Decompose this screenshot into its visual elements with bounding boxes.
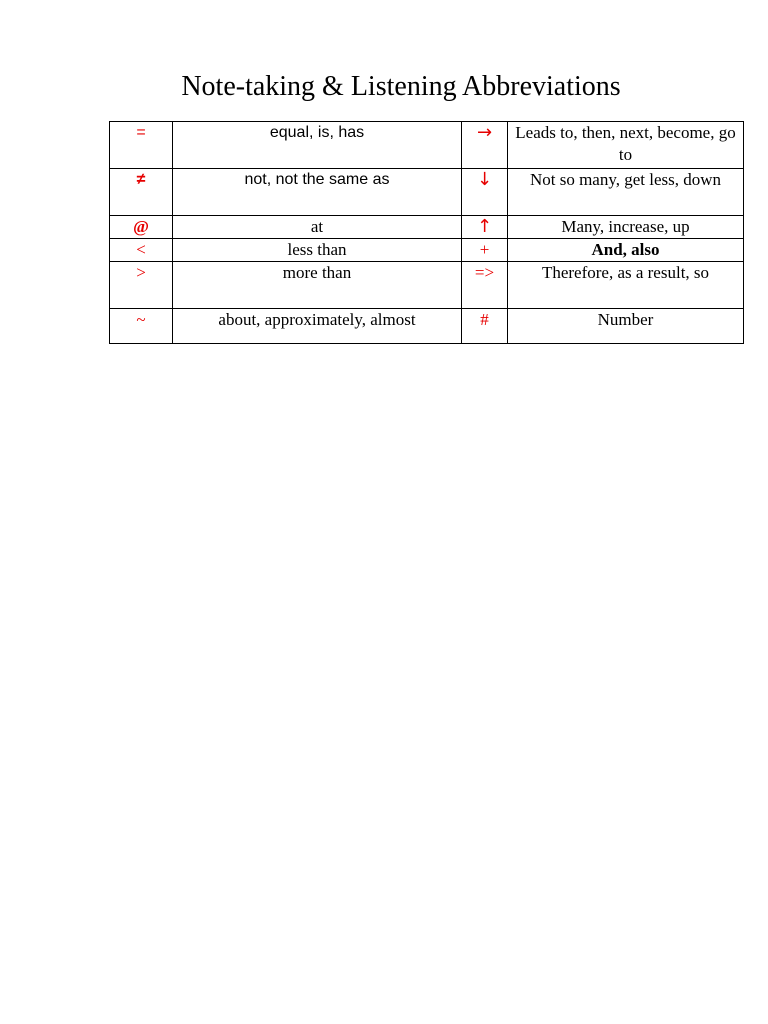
- symbol-not-equal: ≠: [110, 169, 173, 216]
- abbreviations-table: [109, 121, 744, 344]
- symbol-less-than: <: [110, 239, 173, 262]
- symbol-equals: =: [110, 122, 173, 169]
- symbol-tilde: ~: [110, 309, 173, 344]
- meaning-plus: And, also: [508, 239, 744, 262]
- table-row: [110, 169, 744, 216]
- symbol-up-arrow-icon: ↑: [462, 216, 508, 239]
- symbol-hash: #: [462, 309, 508, 344]
- table-row: [110, 122, 744, 169]
- table-row: [110, 309, 744, 344]
- symbol-at: @: [110, 216, 173, 239]
- meaning-down-arrow: Not so many, get less, down: [508, 169, 744, 216]
- table-row: [110, 262, 744, 309]
- symbol-down-arrow-icon: ↓: [462, 169, 508, 216]
- meaning-not-equal: not, not the same as: [173, 169, 462, 216]
- meaning-implies: Therefore, as a result, so: [508, 262, 744, 309]
- meaning-equals: equal, is, has: [173, 122, 462, 169]
- symbol-right-arrow-icon: →: [462, 122, 508, 169]
- meaning-at: at: [173, 216, 462, 239]
- meaning-up-arrow: Many, increase, up: [508, 216, 744, 239]
- symbol-greater-than: >: [110, 262, 173, 309]
- meaning-hash: Number: [508, 309, 744, 344]
- meaning-less-than: less than: [173, 239, 462, 262]
- meaning-greater-than: more than: [173, 262, 462, 309]
- table-row: [110, 239, 744, 262]
- meaning-tilde: about, approximately, almost: [173, 309, 462, 344]
- page-title: Note-taking & Listening Abbreviations: [181, 71, 621, 102]
- table-row: [110, 216, 744, 239]
- symbol-plus: +: [462, 239, 508, 262]
- symbol-implies: =>: [462, 262, 508, 309]
- meaning-right-arrow: Leads to, then, next, become, go to: [508, 122, 744, 169]
